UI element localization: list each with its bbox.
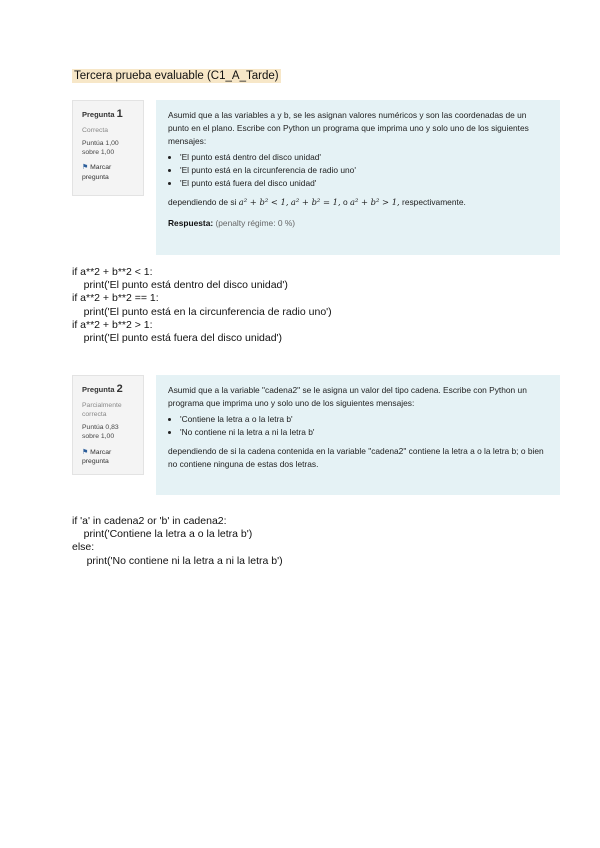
math-expression: a² + b² < 1, (238, 197, 289, 208)
code-answer-1 (72, 266, 332, 345)
code-line: if a**2 + b**2 > 1: (72, 318, 153, 331)
condition-text: dependiendo de si a² + b² < 1, a² + b² = 1, o a² + b² > 1, respectivamente. (168, 197, 466, 208)
flag-icon: ⚑ (82, 448, 89, 456)
code-line: print('No contiene ni la letra a ni la letra b') (72, 554, 283, 567)
code-line: if 'a' in cadena2 or 'b' in cadena2: (72, 515, 227, 527)
code-line: if a**2 + b**2 == 1: (72, 292, 159, 305)
question-text: Asumid que a la variable "cadena2" se le asigna un valor del tipo cadena. Escribe con Python un programa que imprima uno y solo uno de los siguientes mensajes: (168, 385, 527, 409)
question-state: Correcta (82, 126, 109, 134)
list-item: • 'El punto está en la circunferencia de radio uno' (180, 164, 548, 177)
question-1 (72, 100, 532, 255)
code-line: print('El punto está en la circunferencia de radio uno') (72, 305, 332, 318)
flag-icon: ⚑ (82, 164, 89, 172)
code-line: if a**2 + b**2 < 1: (72, 266, 153, 278)
code-line: print('El punto está fuera del disco unidad') (72, 332, 283, 345)
code-line: else: (72, 541, 95, 554)
list-item: • 'El punto está fuera del disco unidad' (180, 177, 548, 190)
question-mark: Puntúa 0,83 sobre 1,00 (82, 424, 119, 441)
message-list (168, 413, 548, 439)
question-1-info (72, 100, 144, 196)
question-1-content (156, 100, 560, 255)
flag-question-link[interactable]: ⚑ Marcar pregunta (82, 164, 112, 181)
math-expression: a² + b² > 1, (349, 197, 400, 208)
description-text: dependiendo de si la cadena contenida en la variable "cadena2" contiene la letra a o la letra b; o bien no contiene ninguna de estas dos letras. (168, 446, 544, 470)
question-state: Parcialmente correcta (82, 401, 122, 419)
math-expression: a² + b² = 1, (290, 197, 341, 208)
question-2-content (156, 375, 560, 495)
question-number: Pregunta 2 (82, 383, 123, 395)
question-2-info (72, 375, 144, 475)
list-item: • 'El punto está dentro del disco unidad' (180, 151, 548, 164)
message-list (168, 151, 548, 190)
code-line: print('Contiene la letra a o la letra b') (72, 528, 253, 541)
code-answer-2 (72, 515, 283, 568)
question-number: Pregunta 1 (82, 108, 123, 120)
question-mark: Puntúa 1,00 sobre 1,00 (82, 140, 119, 157)
question-2 (72, 375, 544, 495)
code-line: print('El punto está dentro del disco unidad') (72, 279, 288, 292)
question-text: Asumid que a las variables a y b, se les asignan valores numéricos y son las coordenadas de un punto en el plano. Escribe con Python un programa que imprima uno y solo uno de los siguientes mensajes: (168, 110, 529, 147)
response-line: Respuesta: (penalty régime: 0 %) (168, 218, 296, 229)
document-title: Tercera prueba evaluable (C1_A_Tarde) (74, 70, 279, 82)
flag-question-link[interactable]: ⚑ Marcar pregunta (82, 448, 112, 465)
list-item: • 'No contiene ni la letra a ni la letra b' (180, 426, 548, 439)
list-item: • 'Contiene la letra a o la letra b' (180, 413, 548, 426)
